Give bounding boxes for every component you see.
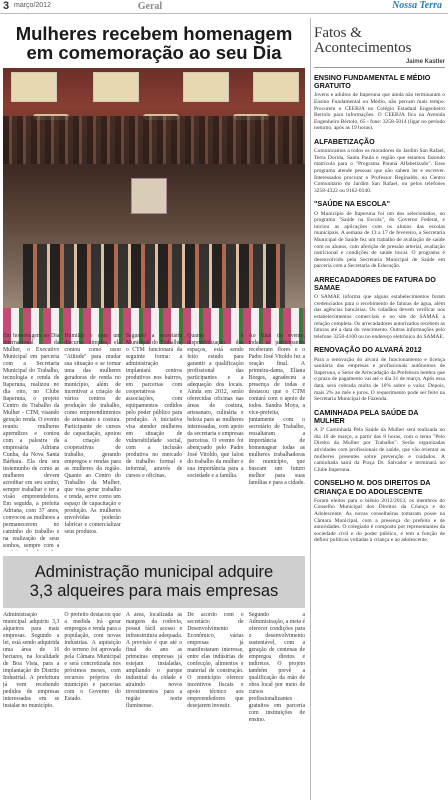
article-column: Segundo a secretária Municipal do Trabalho, o CTM funcionará da seguinte forma: a administração implantará centros produtivos nos bairros, em parcerias com cooperativas e associações, com equipamentos cedidos pelo poder público para produção. A iniciativa visa atender mulheres em situação de vulnerabilidade social, com a inclusão produtiva no mercado de trabalho formal e informal, através de cursos e oficinas.: [125, 333, 183, 479]
article-column: Segundo a Administração, a meta é oferecer condições para o desenvolvimento sustentável, com a geração de centenas de empregos diretos e indiretos. O projeto também prevê a qualificação da mão de obra local por meio de cursos profissionalizantes gratuitos em parceria com instituições de ensino.: [248, 612, 306, 723]
article-column: De acordo com o secretário de Desenvolvimento Econômico, várias empresas já manifestaram interesse, entre elas indústrias de confecção, alimentos e material de construção. O município oferece incentivos fiscais e apoio técnico aos empreendedores que desejarem investir.: [187, 612, 244, 709]
news-item-text: O Município de Itaperuna foi um dos selecionados, no programa "Saúde na Escola", do Governo Federal, e iniciou as aplicações com os alunos das escolas municipais. A semana de 13 a 17 de fevereiro, a Secretaria Municipal de Saúde fez um trabalho de avaliação de saúde com os alunos, com aferição de pressão arterial, avaliação nutricional e condições de saúde bucal. O programa é desenvolvido pela Secretaria Municipal de Saúde em parceria com a Secretaria de Educação.: [314, 210, 445, 270]
podium: [131, 178, 167, 214]
news-item: [314, 276, 445, 341]
page-date: março/2012: [14, 2, 51, 9]
projection-screen: [11, 72, 57, 102]
article-headline: [2, 24, 306, 62]
sidebar-column: [314, 18, 445, 800]
projection-screen: [183, 72, 229, 102]
article-column: Em homenagem ao Dia Internacional da Mulher, o Executivo Municipal em parceria com a Secretaria Municipal do Trabalho, tecnologia e renda de Itaperuna, realizou no dia oito, no Clube Itaperuna, o projeto Centro do Trabalho da Mulher - CTM, visando geração renda. O evento reuniu mulheres aprendizes e contou com a palestra da empresária Adriana Cunha, da Nova Santa Bárbara. Ela deu seu testemunho de como as mulheres devem acreditar em seu sonho, sempre trabalhar e ter a visão empreendedora. Em seguida, a prefeita Adriana, com 37 anos, convocou as mulheres a permanecerem no caminho do trabalho e na realização de seus sonhos, sempre com a: [3, 333, 60, 549]
sidebar-title-line-1: Fatos &: [314, 25, 362, 41]
article-column: Humilde e com um discurso simples, ela contou como usou "Atitude" para mudar sua situação e se tornar uma das mulheres geradoras de renda no município, além de incentivar a criação de vários centros de produção de trabalho, como empreendimentos de artesanato e costura. Participante de cursos de capacitação, apoiou a criação de cooperativas de trabalho, gerando empregos e rendas para as mulheres da região. Quanto ao Centro do Trabalho da Mulher, que visa gerar trabalho e renda, serve como um espaço de capacitação e produção. As mulheres envolvidas poderão fabricar e comercializar seus produtos.: [64, 333, 121, 535]
audience: [3, 116, 305, 164]
article-body: [3, 333, 305, 551]
headline-line-1: Mulheres recebem homenagem: [15, 23, 293, 44]
projection-screen: [253, 72, 299, 102]
article-column: Quanto à disponibilização dos espaços, está sendo feito estudo para garantir a qualificação profissional das participantes e a adequação dos locais. Ainda em 2012, serão oferecidas oficinas nas áreas de costura, artesanato, culinária e beleza para as mulheres interessadas, com apoio da secretaria e empresas parceiras. O evento foi abençoado pelo Padre José Vitoldo, que falou do trabalho da mulher e sua importância para a sociedade e a família.: [187, 333, 244, 479]
sidebar-title: [314, 26, 445, 56]
second-article-headline: [3, 556, 305, 601]
page-header: [0, 0, 448, 14]
headline-line-2: em comemoração ao seu Dia: [26, 42, 282, 63]
news-item-text: Para a renovação do alvará de funcionamento e licença sanitária das empresas e profissionais autônomos de Itaperuna, o Setor de Arrecadação da Prefeitura lembra que o prazo de pagamento vai até o dia 31 de março. Após essa data, será cobrada multa de 10% sobre o valor. Depois, mais 2% ao mês e juros. O requerimento pode ser feito na Secretaria Municipal de Fazenda.: [314, 356, 445, 403]
news-item: [314, 346, 445, 402]
page-number: 3: [3, 0, 10, 12]
honored-women-group: [23, 244, 285, 310]
news-item-title: ALFABETIZAÇÃO: [314, 136, 375, 146]
sidebar-title-line-2: Acontecimentos: [314, 40, 412, 56]
news-item: [314, 74, 445, 132]
news-item-text: Foram eleitos para o biênio 2012/2013, os membros do Conselho Municipal dos Direitos da Criança e do Adolescente. As novas conselheiras tomaram posse na Câmara Municipal, com a presença do prefeito e de autoridades. O colegiado é composto por representantes da sociedade civil e do poder público, e tem a função de definir políticas voltadas à criança e ao adolescente.: [314, 497, 445, 544]
news-item: [314, 200, 445, 270]
sidebar-author: Jaime Kastler: [314, 59, 445, 68]
second-article-body: [3, 612, 305, 798]
article-column: Ao final do evento, todas as participantes receberam flores e o Padre José Vitoldo fez a oração final. A primeira-dama, Eliana Borges, agradeceu a presença de todas e destacou que o CTM contará com o apoio de todos. Sandra Moya, a vice-prefeita, juntamente com o secretário de Trabalho, ressaltaram a importância de homenagear todas as mulheres trabalhadoras do município, que buscam um futuro melhor para suas famílias e para a cidade.: [248, 333, 306, 486]
news-item: [314, 409, 445, 474]
article-column: Administração municipal adquiriu 3,3 alqueires para mais empresas. Segundo a lei, está sendo adquirida uma área de 16 hectares, na localidade de Boa Vista, para a implantação do Distrito Industrial. A prefeitura já vem recebendo pedidos de empresas interessadas em se instalar no município.: [3, 612, 60, 709]
projection-screen: [93, 72, 139, 102]
news-item-title: RENOVAÇÃO DO ALVARÁ 2012: [314, 345, 422, 355]
news-item-title: "SAÚDE NA ESCOLA": [314, 199, 391, 209]
news-item: [314, 479, 445, 544]
news-item-text: Comunicamos a todos os moradores do Jardim San Rafael, Terra Dorida, Santa Paula e região que estamos fazendo matrícula para o "Programa Paraná Alfabetizado". Esse programa atende pessoas que não sabem ler e escrever. Interessados procurar o Professor Reginaldo, no Centro Comunitário do Jardim San Rafael, ou pelos telefones 3258-4322 ou 9162-0140.: [314, 148, 445, 194]
article-column: A área, localizada às margens da rodovia, possui fácil acesso e infraestrutura adequada. A previsão é que até o final do ano as primeiras empresas já estejam instaladas, ampliando o parque industrial da cidade e atraindo novos investimentos para a região norte fluminense.: [125, 612, 183, 709]
column-divider: [310, 18, 311, 800]
news-item-text: Jovens e adultos de Itaperuna que ainda não terminaram o Ensino Fundamental ou Médio, não percam mais tempo. Procurem o CEEBJA no Colégio Estadual Engenheiro Bertolo para informações. O CEEBJA fica na Avenida Engenheiro Bértolo, 65 - fone: 3258-5014 (ligar no período noturno, após as 19 horas).: [314, 92, 445, 132]
second-article-header: [3, 556, 305, 608]
news-item-title: CAMINHADA PELA SAÚDE DA MULHER: [314, 407, 419, 425]
article-column: O prefeito destacou que a medida irá gerar empregos e renda para a população, com novas indústrias. A aquisição do terreno foi aprovada pela Câmara Municipal e será concretizada nos próximos meses, com recursos próprios do município e parcerias com o Governo do Estado.: [64, 612, 121, 702]
news-item: [314, 138, 445, 194]
newspaper-logo: Nossa Terra: [392, 0, 442, 11]
news-item-title: CONSELHO M. DOS DIREITOS DA CRIANÇA E DO ADOLESCENTE: [314, 478, 431, 496]
news-item-text: O SAMAE informa que alguns estabelecimentos foram credenciados para o recebimento de faturas de água, além das agências bancárias. Os cidadãos devem verificar nos estabelecimentos comerciais e no site do SAMAE a relação completa. Os arrecadadores autorizados recebem as faturas até a data do vencimento. Outras informações pelo telefone 3258-4100 ou no endereço eletrônico do SAMAE.: [314, 294, 445, 340]
news-item-title: ENSINO FUNDAMENTAL E MÉDIO GRATUITO: [314, 73, 431, 91]
section-name: Geral: [137, 1, 163, 12]
sub-headline-line-1: Administração municipal adquire: [34, 563, 274, 581]
sub-headline-line-2: 3,3 alqueires para mais empresas: [29, 582, 279, 600]
news-item-text: A 3ª Caminhada Pela Saúde da Mulher será realizada no dia 10 de março, a partir das 8 horas, com o tema "Pelo Direito da Mulher por Trabalho". Serão organizadas atividades com profissionais de saúde, que vão orientar as mulheres presentes sobre prevenção e cuidados. A caminhada sairá da Praça Dr. Salvador e terminará no Clube Itaperuna.: [314, 427, 445, 473]
news-item-title: ARRECADADORES DE FATURA DO SAMAE: [314, 274, 436, 293]
event-photo: [3, 68, 305, 344]
